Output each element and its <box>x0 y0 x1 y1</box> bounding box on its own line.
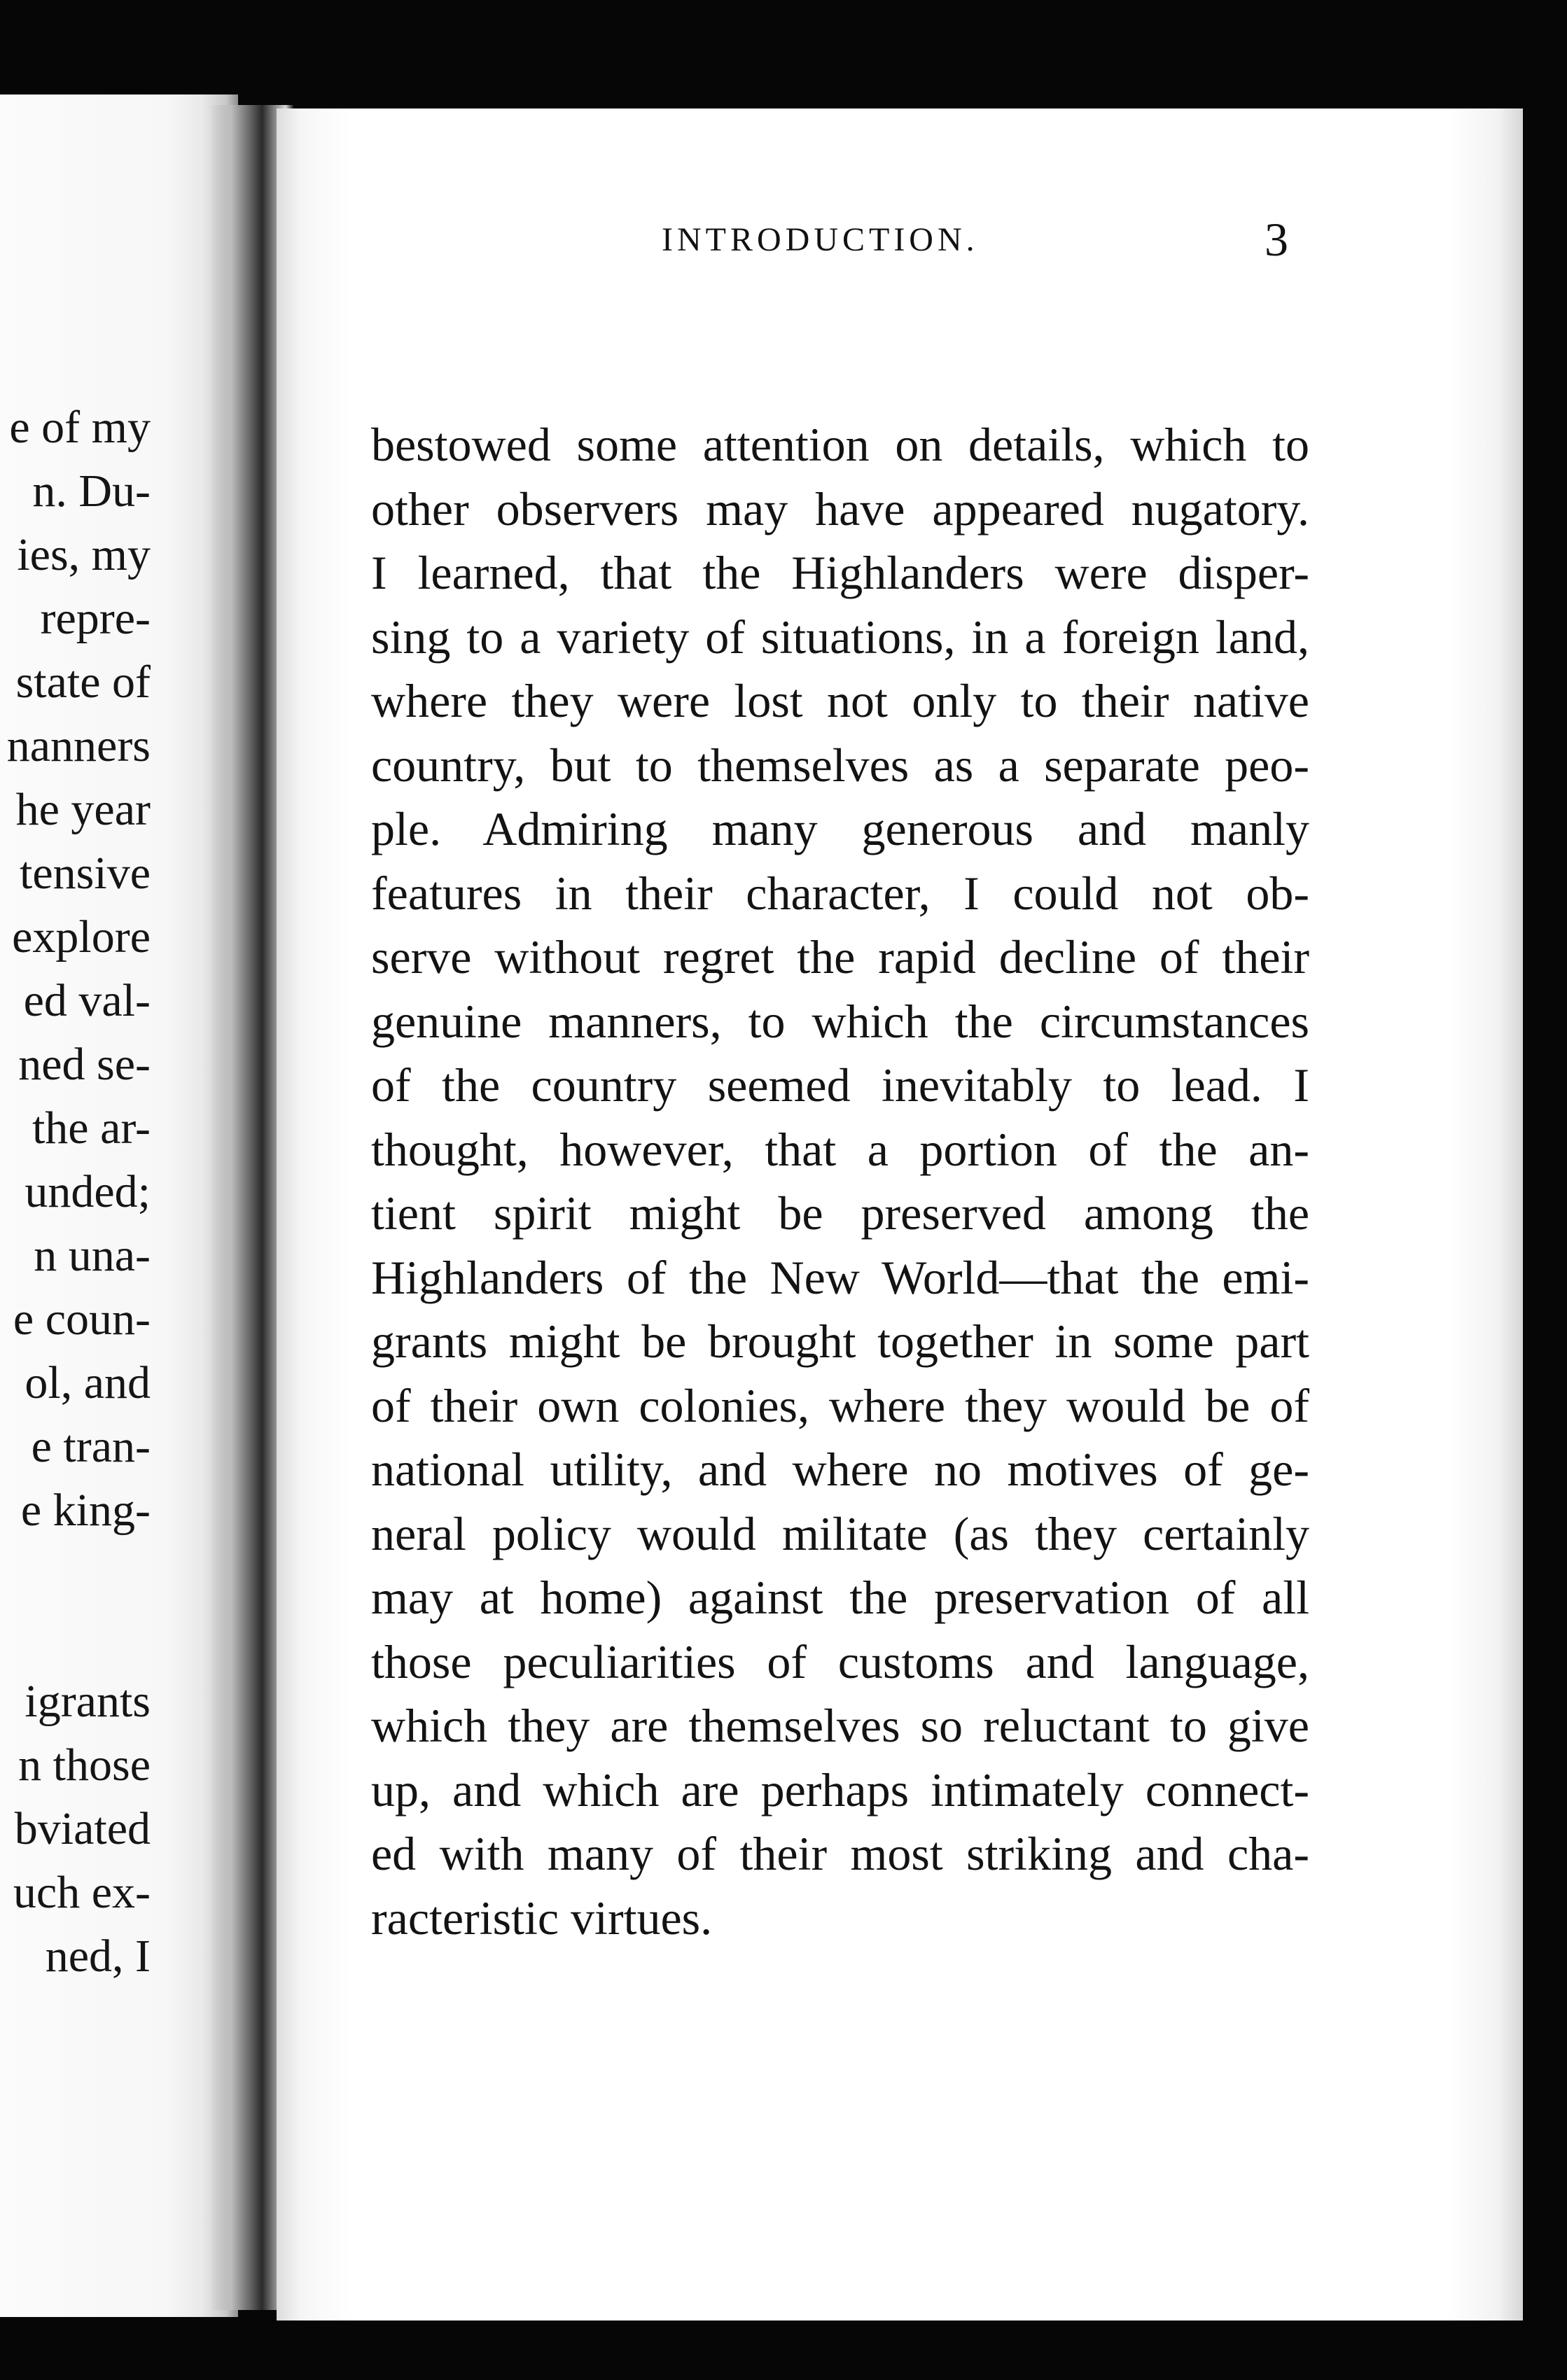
text-line: grants might be brought together in some part <box>371 1315 1309 1368</box>
previous-page-line: e tran- <box>31 1421 151 1472</box>
text-line: thought, however, that a portion of the an- <box>371 1122 1309 1176</box>
previous-page-line: nanners <box>6 720 151 771</box>
text-line: neral policy would militate (as they certainly <box>371 1506 1309 1560</box>
previous-page-line: n those <box>18 1740 151 1791</box>
previous-page-line: n una- <box>34 1230 151 1281</box>
previous-page-line: bviated <box>14 1803 151 1854</box>
text-line: which they are themselves so reluctant to give <box>371 1699 1309 1752</box>
previous-page <box>0 94 238 2317</box>
body-text <box>371 413 1309 1950</box>
text-line: may at home) against the preservation of all <box>371 1571 1309 1624</box>
text-line: those peculiarities of customs and language, <box>371 1634 1309 1688</box>
text-line: racteristic virtues. <box>371 1891 713 1945</box>
previous-page-line: ed val- <box>23 975 151 1026</box>
previous-page-line: the ar- <box>32 1102 151 1154</box>
text-line: of their own colonies, where they would be of <box>371 1378 1309 1432</box>
text-line: other observers may have appeared nugatory. <box>371 482 1309 536</box>
text-line: genuine manners, to which the circumstances <box>371 994 1309 1048</box>
previous-page-line: unded; <box>25 1166 151 1217</box>
previous-page-line: he year <box>15 784 151 835</box>
previous-page-line: e king- <box>20 1485 151 1536</box>
text-line: where they were lost not only to their native <box>371 674 1309 727</box>
text-line: ed with many of their most striking and cha- <box>371 1827 1309 1880</box>
previous-page-line: explore <box>12 911 151 962</box>
previous-page-line: n. Du- <box>32 465 151 517</box>
running-head-title: INTRODUCTION. <box>662 221 979 258</box>
previous-page-line <box>0 1606 151 1670</box>
text-line: tient spirit might be preserved among the <box>371 1186 1309 1240</box>
previous-page-line: igrants <box>25 1676 151 1727</box>
text-line: Highlanders of the New World—that the emi- <box>371 1250 1309 1304</box>
previous-page-line: tensive <box>20 848 151 899</box>
previous-page-line: state of <box>15 657 151 708</box>
text-line: country, but to themselves as a separate peo- <box>371 738 1309 792</box>
previous-page-line: ned, I <box>45 1931 151 1982</box>
previous-page-line: ies, my <box>17 529 151 580</box>
previous-page-line: e of my <box>9 402 151 453</box>
text-line: I learned, that the Highlanders were disper- <box>371 546 1309 599</box>
previous-page-line: ol, and <box>25 1357 151 1408</box>
text-line: sing to a variety of situations, in a foreign land, <box>371 610 1309 664</box>
text-line: ple. Admiring many generous and manly <box>371 802 1309 855</box>
page-number: 3 <box>1265 213 1288 266</box>
previous-page-line: e coun- <box>13 1294 151 1345</box>
text-line: up, and which are perhaps intimately connect- <box>371 1763 1309 1816</box>
previous-page-line: uch ex- <box>13 1867 151 1918</box>
text-line: serve without regret the rapid decline of their <box>371 930 1309 983</box>
previous-page-line <box>0 1542 151 1606</box>
previous-page-line: repre- <box>40 593 151 644</box>
previous-page-text <box>0 396 151 1988</box>
text-line: of the country seemed inevitably to lead. I <box>371 1058 1309 1112</box>
text-line: national utility, and where no motives of ge- <box>371 1443 1309 1496</box>
text-line: features in their character, I could not ob- <box>371 866 1309 920</box>
previous-page-line: ned se- <box>18 1039 151 1090</box>
text-line: bestowed some attention on details, which to <box>371 418 1309 471</box>
